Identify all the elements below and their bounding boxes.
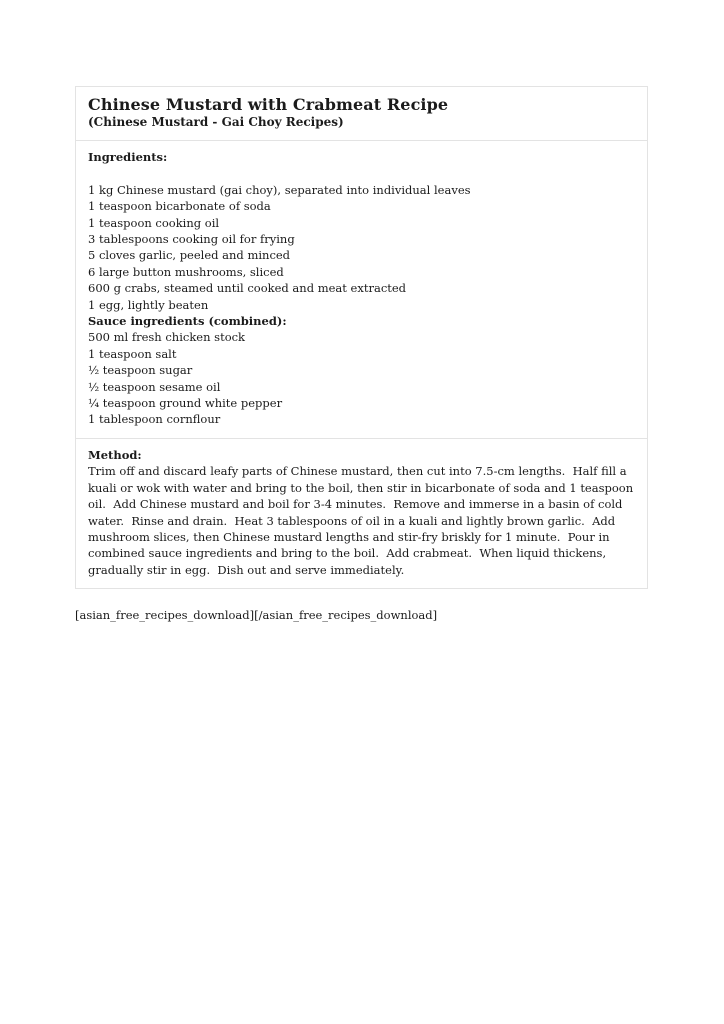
ingredients-heading: Ingredients:: [88, 150, 168, 164]
ingredient-line: ¼ teaspoon ground white pepper: [88, 396, 283, 411]
ingredient-line: ½ teaspoon sugar: [88, 363, 193, 378]
method-heading: Method:: [88, 447, 142, 462]
recipe-subtitle: (Chinese Mustard - Gai Choy Recipes): [88, 115, 344, 129]
ingredient-line: 1 teaspoon cooking oil: [88, 215, 220, 230]
ingredient-line: 1 teaspoon bicarbonate of soda: [88, 199, 271, 214]
ingredient-line: 1 kg Chinese mustard (gai choy), separated into individual leaves: [88, 182, 471, 197]
ingredients-list: [88, 182, 635, 428]
recipe-title: Chinese Mustard with Crabmeat Recipe: [88, 95, 449, 114]
ingredient-line: 5 cloves garlic, peeled and minced: [88, 248, 291, 263]
method-text: Trim off and discard leafy parts of Chinese mustard, then cut into 7.5-cm lengths. Half fill a kuali or wok with water and bring to the boil, then stir in bicarbonate of soda and 1 teaspoon oil. Add Chinese mustard and boil for 3-4 minutes. Remove and immerse in a basin of cold water. Rinse and drain. Heat 3 tablespoons of oil in a kuali and lightly brown garlic. Add mushroom slices, then Chinese mustard lengths and stir-fry briskly for 1 minute. Pour in combined sauce ingredients and bring to the boil. Add crabmeat. When liquid thickens, gradually stir in egg. Dish out and serve immediately.: [88, 464, 637, 577]
ingredient-line: Sauce ingredients (combined):: [88, 314, 287, 329]
ingredient-line: 1 tablespoon cornflour: [88, 412, 221, 427]
ingredient-line: 500 ml fresh chicken stock: [88, 330, 246, 345]
shortcode-text: [asian_free_recipes_download][/asian_free_recipes_download]: [75, 608, 438, 623]
ingredient-line: 6 large button mushrooms, sliced: [88, 264, 284, 279]
ingredient-line: 1 egg, lightly beaten: [88, 297, 209, 312]
recipe-card: [75, 86, 648, 589]
ingredients-section: [76, 140, 647, 438]
method-section: [76, 438, 647, 588]
title-section: [76, 87, 647, 140]
ingredient-line: 1 teaspoon salt: [88, 346, 177, 361]
ingredient-line: ½ teaspoon sesame oil: [88, 379, 221, 394]
ingredient-line: 600 g crabs, steamed until cooked and meat extracted: [88, 281, 407, 296]
ingredient-line: 3 tablespoons cooking oil for frying: [88, 232, 295, 247]
